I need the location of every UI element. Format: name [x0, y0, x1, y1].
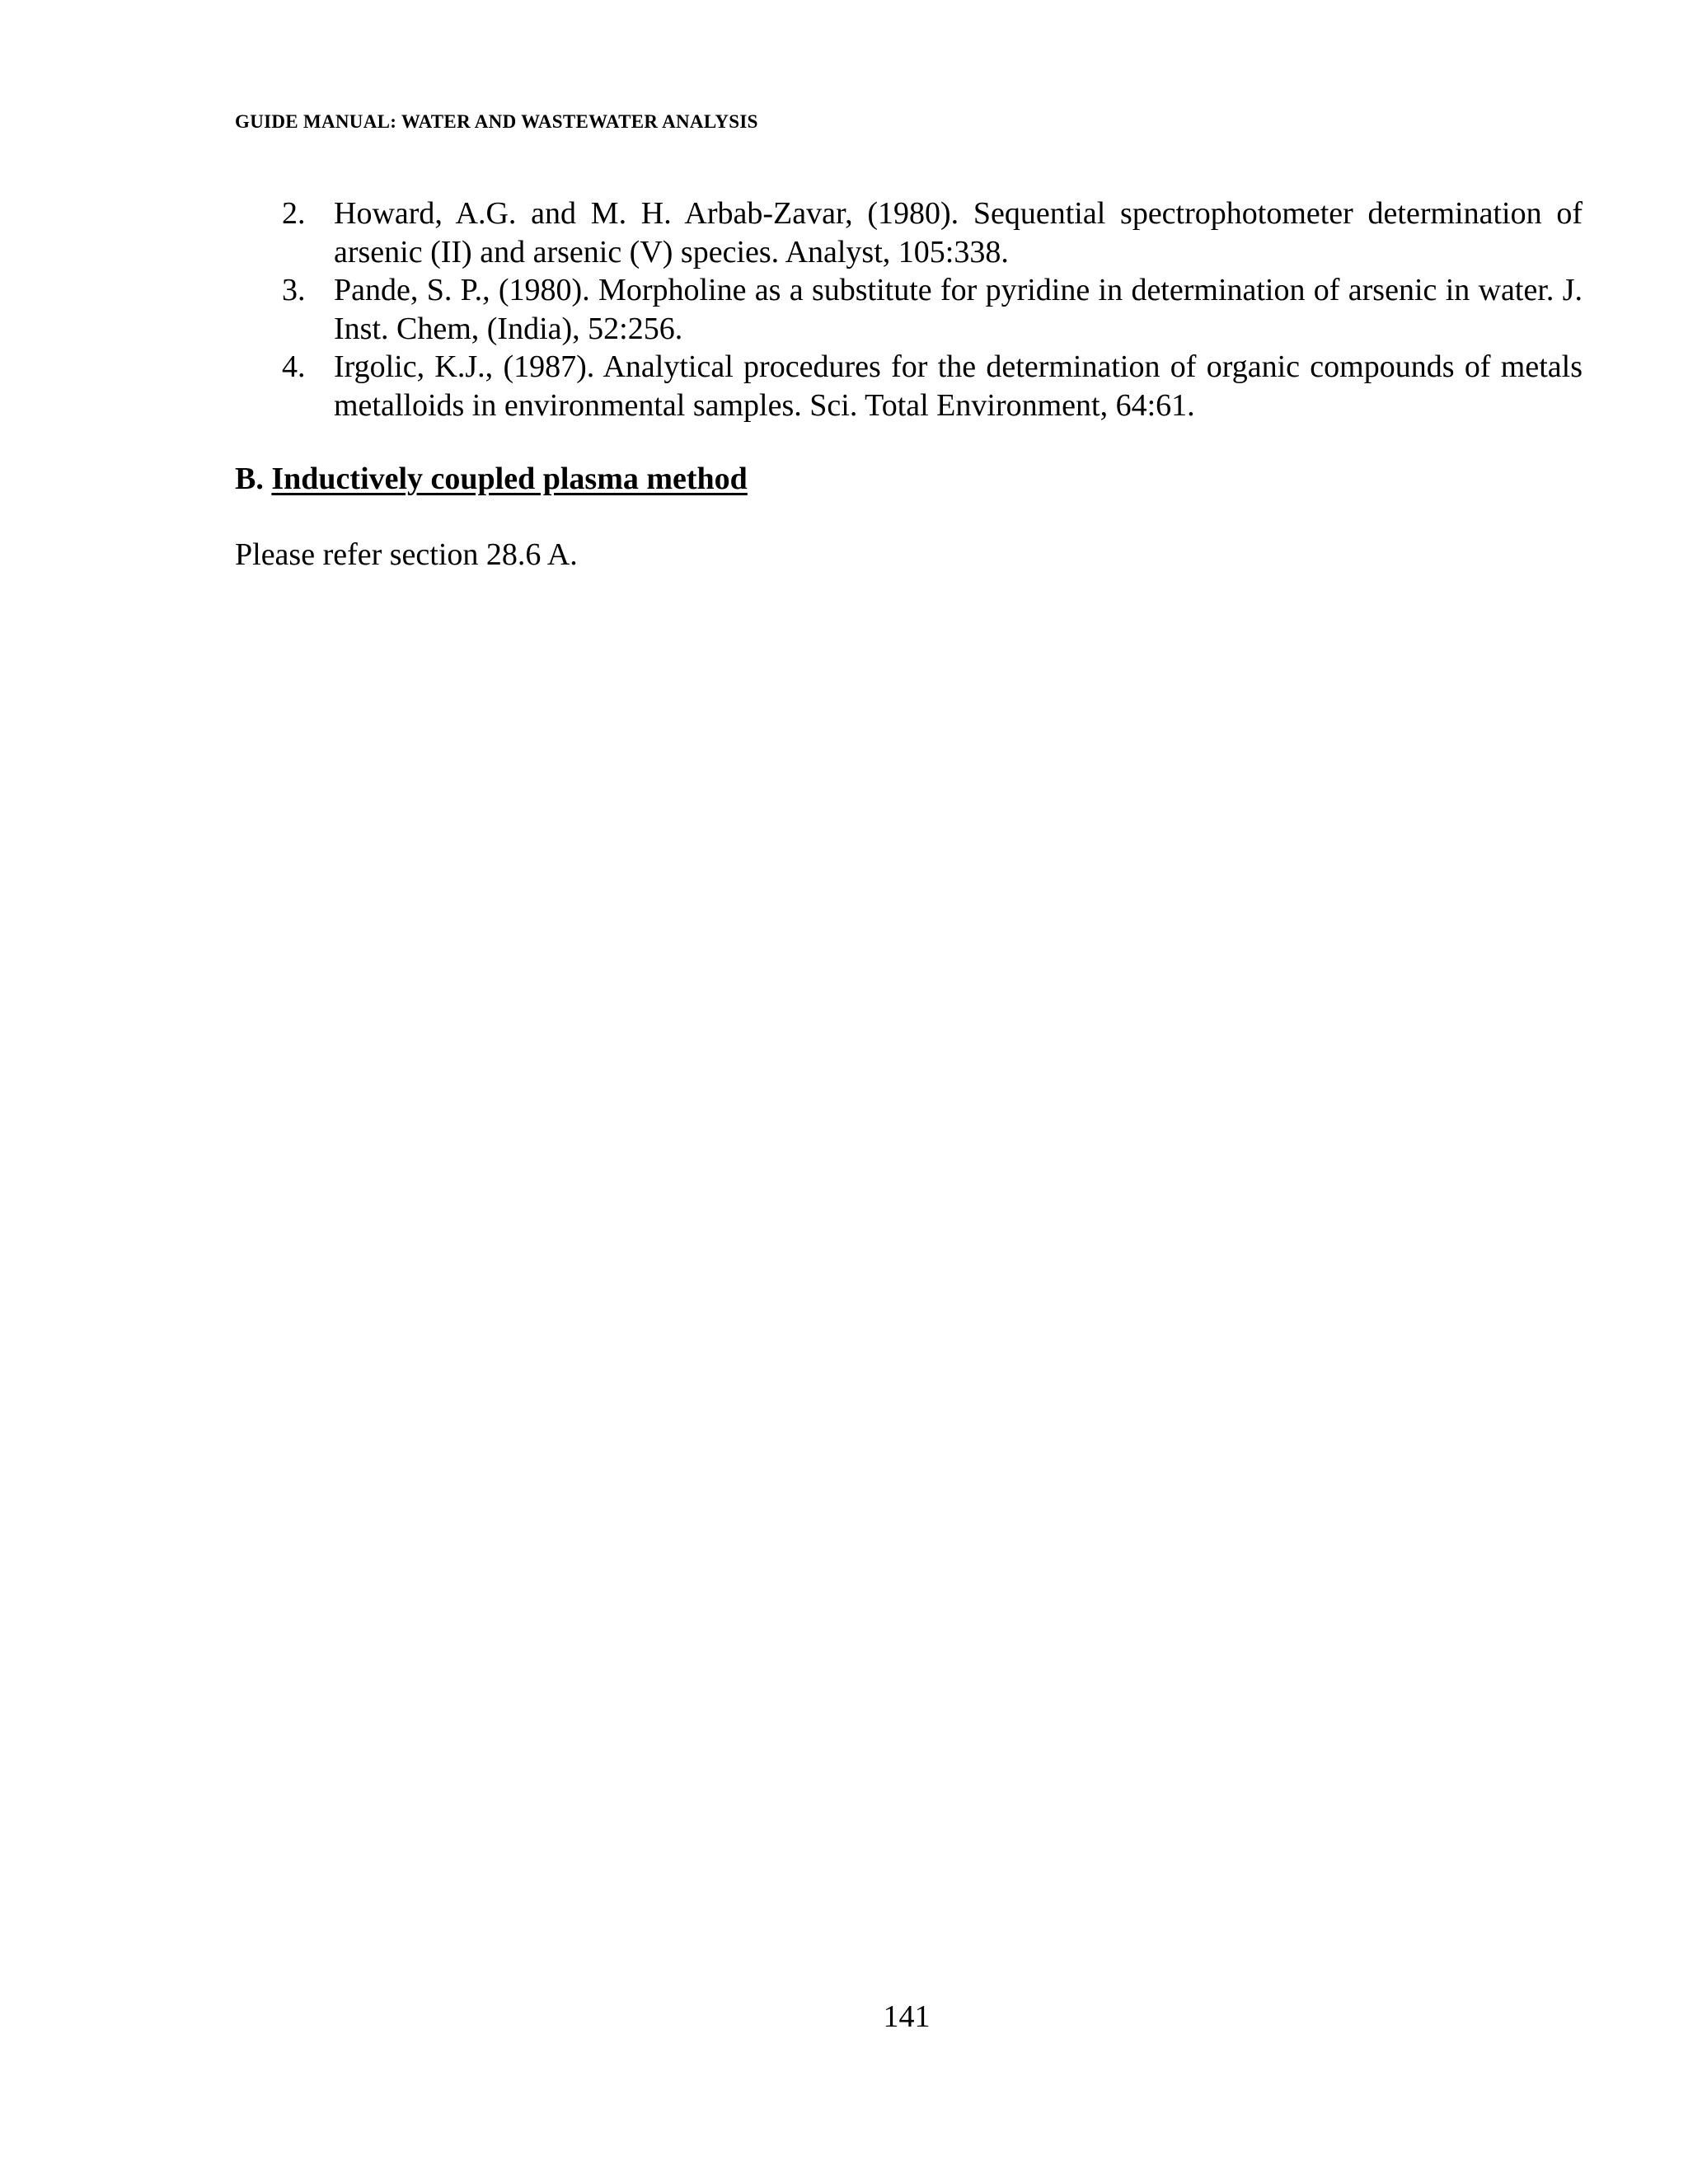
reference-number: 4. — [282, 349, 306, 384]
page-number: 141 — [883, 1999, 931, 2034]
section-title: Inductively coupled plasma method — [271, 462, 748, 496]
reference-text: Howard, A.G. and M. H. Arbab-Zavar, (1980). Sequential spectrophotometer determination of arsenic (II) and arsenic (V) species. Analyst, 105:338. — [334, 196, 1582, 269]
reference-number: 3. — [282, 273, 306, 307]
reference-item — [235, 194, 1582, 271]
reference-text: Irgolic, K.J., (1987). Analytical procedures for the determination of organic compounds of metals metalloids in environmental samples. Sci. Total Environment, 64:61. — [334, 349, 1582, 423]
running-header: GUIDE MANUAL: WATER AND WASTEWATER ANALYSIS — [235, 111, 758, 132]
reference-item — [235, 348, 1582, 424]
section-body-text: Please refer section 28.6 A. — [235, 537, 578, 572]
section-heading — [235, 460, 748, 498]
reference-item — [235, 271, 1582, 348]
reference-text: Pande, S. P., (1980). Morpholine as a substitute for pyridine in determination of arsenic in water. J. Inst. Chem, (India), 52:256. — [334, 273, 1582, 346]
reference-number: 2. — [282, 196, 306, 231]
section-letter: B. — [235, 462, 264, 496]
reference-list — [235, 194, 1582, 424]
